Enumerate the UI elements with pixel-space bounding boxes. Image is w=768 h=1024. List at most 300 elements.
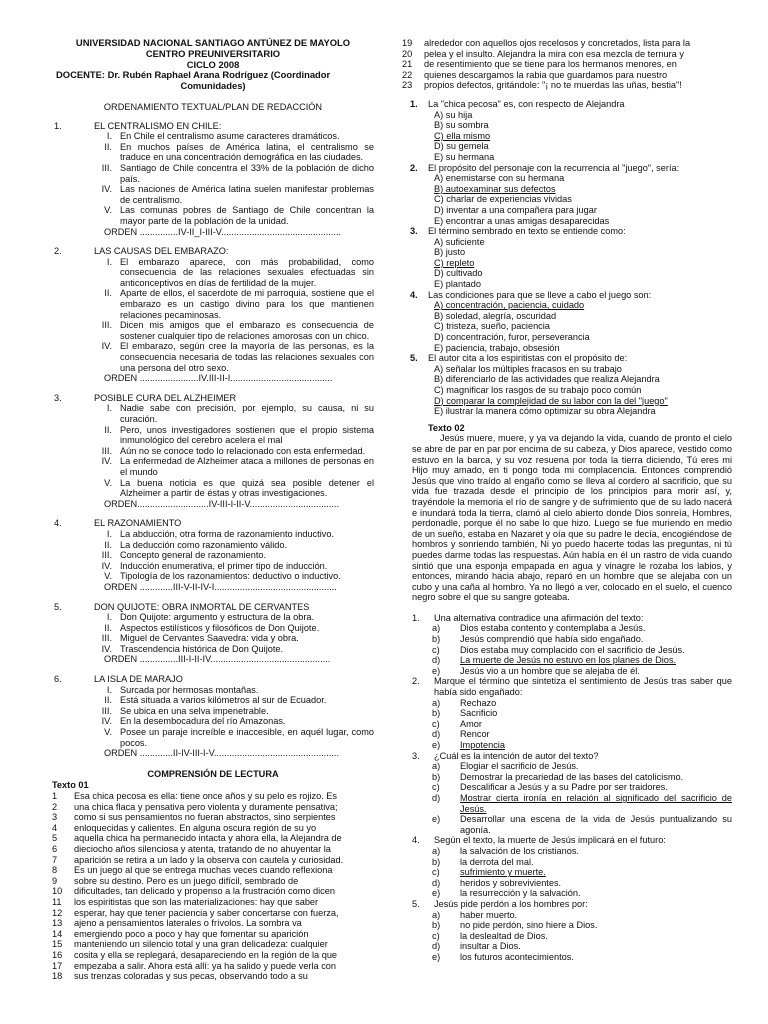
question <box>402 163 732 227</box>
line-number: 8 <box>52 865 58 876</box>
question-number: 1. <box>410 98 418 109</box>
document-header <box>52 38 374 92</box>
item-text: Dicen mis amigos que el embarazo es consecuencia de sostener cualquier tipo de relaciones amorosas con un chico. <box>120 320 374 341</box>
option-letter: c) <box>432 718 440 729</box>
line-number: 12 <box>52 907 63 918</box>
item-roman-numeral: III. <box>101 705 112 716</box>
left-column <box>52 38 374 982</box>
item-roman-numeral: III. <box>101 320 112 331</box>
texto01-line <box>52 886 374 897</box>
item-roman-numeral: I. <box>106 403 112 414</box>
item-roman-numeral: II. <box>104 695 112 706</box>
item-text: La abducción, otra forma de razonamiento inductivo. <box>120 528 334 539</box>
section-item <box>52 425 374 446</box>
section-header <box>52 246 374 257</box>
line-text: aquella chica ha permanecido intacta y ahora ella, la Alejandra de <box>74 833 342 844</box>
texto01-body-part1 <box>52 791 374 982</box>
item-roman-numeral: II. <box>104 622 112 633</box>
section-item <box>52 695 374 706</box>
line-text: de resentimiento que se tiene para los hermanos menores, en <box>424 59 677 70</box>
item-roman-numeral: IV. <box>101 184 112 195</box>
section-item <box>52 320 374 341</box>
texto01-line <box>52 897 374 908</box>
texto01-line <box>52 876 374 887</box>
option-text: La muerte de Jesús no estuvo en los planes de Dios. <box>460 655 677 666</box>
texto01-line <box>52 865 374 876</box>
answer-option: D) inventar a una compañera para jugar <box>434 204 597 215</box>
answer-option <box>402 740 732 751</box>
section-item <box>52 288 374 320</box>
question-number: 5. <box>410 353 418 364</box>
answer-option <box>402 941 732 952</box>
answer-option: E) su hermana <box>434 151 495 162</box>
section-item <box>52 716 374 727</box>
option-letter: b) <box>432 708 441 719</box>
question-text: El autor cita a los espiritistas con el propósito de: <box>428 353 628 364</box>
answer-option <box>402 952 732 963</box>
answer-option <box>402 920 732 931</box>
section-header <box>52 518 374 529</box>
line-number: 20 <box>402 48 413 59</box>
question-number: 3. <box>410 226 418 237</box>
line-number: 1 <box>52 791 58 802</box>
option-letter: a) <box>432 761 441 772</box>
question-text: El término sembrado en texto se entiende como: <box>428 226 626 237</box>
answer-option: D) comparar la complejidad de su labor con la del "juego" <box>434 395 668 406</box>
option-letter: c) <box>432 867 440 878</box>
option-text: los futuros acontecimientos. <box>460 951 574 962</box>
line-text: sobre su destino. Pero es un juego difícil, sembrado de <box>74 875 299 886</box>
answer-option <box>402 645 732 656</box>
header-university: UNIVERSIDAD NACIONAL SANTIAGO ANTÚNEZ DE MAYOLO <box>75 37 351 48</box>
item-text: Don Quijote: argumento y estructura de la obra. <box>120 612 315 623</box>
item-roman-numeral: V. <box>104 571 112 582</box>
item-text: En la desembocadura del río Amazonas. <box>120 716 286 727</box>
line-number: 22 <box>402 69 413 80</box>
option-letter: d) <box>432 941 441 952</box>
option-text: la derrota del mal. <box>460 856 534 867</box>
texto01-line <box>52 971 374 982</box>
item-roman-numeral: I. <box>106 131 112 142</box>
item-roman-numeral: IV. <box>101 560 112 571</box>
question <box>402 290 732 354</box>
answer-option: A) enemistarse con su hermana <box>434 173 565 184</box>
section-orden: ORDEN .......................IV.III-II-I........................................ <box>104 373 333 384</box>
texto01-line <box>52 802 374 813</box>
section-item <box>52 612 374 623</box>
section-block <box>52 674 374 759</box>
header-cycle: CICLO 2008 <box>186 58 240 70</box>
texto01-line <box>52 939 374 950</box>
item-text: La buena noticia es que quizá sea posible detener el Alzheimer a partir de éstas y otras investigaciones. <box>120 477 374 499</box>
header-center: CENTRO PREUNIVERSITARIO <box>145 47 281 59</box>
answer-option: B) soledad, alegría, oscuridad <box>434 310 557 321</box>
line-number: 2 <box>52 801 58 812</box>
option-letter: c) <box>432 930 440 941</box>
answer-option <box>402 772 732 783</box>
item-roman-numeral: I. <box>106 612 112 623</box>
answer-option <box>402 761 732 772</box>
option-letter: d) <box>432 877 441 888</box>
answer-option: D) concentración, furor, perseverancia <box>434 332 590 343</box>
answer-option <box>402 931 732 942</box>
item-text: En Chile el centralismo asume caracteres dramáticos. <box>120 131 340 142</box>
line-text: cosita y ella se replegará, desapareciendo en la región de la que <box>74 949 338 960</box>
line-number: 19 <box>402 38 413 48</box>
answer-option: A) concentración, paciencia, cuidado <box>434 300 585 311</box>
option-text: Elogiar el sacrificio de Jesús. <box>460 761 579 772</box>
texto01-line <box>52 855 374 866</box>
question <box>402 613 732 677</box>
option-text: Rechazo <box>460 697 497 708</box>
line-text: empezaba a salir. Ahora está allí: ya ha salido y puede verla con <box>74 960 337 971</box>
option-text: no pide perdón, sino hiere a Dios. <box>460 920 598 931</box>
answer-option: C) charlar de experiencias vividas <box>434 194 572 205</box>
item-text: Santiago de Chile concentra el 33% de la población de dicho país. <box>120 162 374 184</box>
line-text: una chica flaca y pensativa pero violenta y duramente pensativa; <box>74 801 338 812</box>
section-title: EL CENTRALISMO EN CHILE: <box>94 120 222 131</box>
section-header <box>52 674 374 685</box>
section-item <box>52 446 374 457</box>
line-text: sus trenzas coloradas y sus pecas, observando todo a su <box>74 971 308 982</box>
option-text: Descalificar a Jesús y a su Padre por ser traidores. <box>460 782 668 793</box>
line-number: 21 <box>402 59 413 70</box>
option-letter: c) <box>432 644 440 655</box>
line-text: enloquecidas y calientes. En alguna oscura región de su yo <box>74 822 317 833</box>
answer-option: A) señalar los múltiples fracasos en su trabajo <box>434 363 622 374</box>
question-number: 5. <box>412 898 420 909</box>
section-item <box>52 403 374 424</box>
option-text: Jesús comprendió que había sido engañado. <box>460 634 644 645</box>
option-text: Amor <box>460 718 482 729</box>
option-letter: b) <box>432 771 441 782</box>
section-item <box>52 706 374 717</box>
section-block <box>52 518 374 592</box>
section-block <box>52 602 374 666</box>
section-header <box>52 121 374 132</box>
answer-option <box>402 623 732 634</box>
answer-option <box>402 655 732 666</box>
texto01-line <box>52 961 374 972</box>
option-text: Sacrificio <box>460 708 498 719</box>
question-number: 2. <box>410 162 418 173</box>
option-text: Desarrollar una escena de la vida de Jesús puntualizando su agonía. <box>460 814 732 835</box>
option-letter: e) <box>432 888 441 899</box>
section-title: POSIBLE CURA DEL ALZHEIMER <box>94 392 237 403</box>
section-item <box>52 727 374 748</box>
main-title: ORDENAMIENTO TEXTUAL/PLAN DE REDACCIÓN <box>103 101 323 112</box>
line-text: pelea y el insulto. Alejandra la mira con esa mezcla de ternura y <box>424 48 684 59</box>
option-text: haber muerto. <box>460 909 518 920</box>
option-text: insultar a Dios. <box>460 941 521 952</box>
answer-option <box>402 698 732 709</box>
line-text: quienes descargamos la rabia que guardamos para nuestro <box>424 69 668 80</box>
section-item <box>52 644 374 655</box>
item-text: Aspectos estilísticos y filosóficos de Don Quijote. <box>120 622 320 633</box>
right-column <box>402 38 732 962</box>
answer-option <box>402 888 732 899</box>
section-item <box>52 571 374 582</box>
line-text: propios defectos, gritándole: "¡ no te muerdas las uñas, bestia"! <box>424 80 682 91</box>
answer-option <box>402 782 732 793</box>
section-item <box>52 561 374 572</box>
answer-option <box>402 814 732 835</box>
section-number: 5. <box>54 601 62 612</box>
item-roman-numeral: V. <box>104 477 112 488</box>
answer-option: A) su hija <box>434 109 473 120</box>
item-roman-numeral: II. <box>104 288 112 299</box>
line-number: 13 <box>52 918 63 929</box>
option-letter: c) <box>432 782 440 793</box>
option-text: Jesús vio a un hombre que se alejaba de él. <box>460 665 640 676</box>
answer-option <box>402 666 732 677</box>
answer-option: E) plantado <box>434 279 481 290</box>
texto01-line <box>402 80 732 91</box>
option-letter: d) <box>432 655 441 666</box>
section-item <box>52 633 374 644</box>
answer-option: D) cultivado <box>434 268 483 279</box>
option-text: Mostrar cierta ironía en relación al significado del sacrificio de Jesús. <box>460 792 732 814</box>
line-text: como si sus pensamientos no fueran abstractos, sino serpientes <box>74 812 336 823</box>
answer-option: C) repleto <box>434 257 475 268</box>
item-text: La enfermedad de Alzheimer ataca a millones de personas en el mundo <box>120 456 374 477</box>
option-letter: a) <box>432 845 441 856</box>
option-text: la salvación de los cristianos. <box>460 845 579 856</box>
answer-option: C) ella mismo <box>434 130 491 141</box>
line-number: 6 <box>52 843 58 854</box>
section-number: 6. <box>54 674 62 685</box>
line-number: 7 <box>52 854 58 865</box>
line-text: esperar, hay que tener paciencia y saber concertarse con fuerza, <box>74 907 339 918</box>
question-text: Según el texto, la muerte de Jesús implicará en el futuro: <box>434 835 666 846</box>
line-text: Esa chica pecosa es ella: tiene once años y su pelo es rojizo. Es <box>74 791 338 802</box>
item-text: Está situada a varios kilómetros al sur de Ecuador. <box>120 695 327 706</box>
option-letter: e) <box>432 951 441 962</box>
line-text: dieciocho años silenciosa y atenta, tratando de no ahuyentar la <box>74 843 331 854</box>
question-text: Una alternativa contradice una afirmación del texto: <box>434 612 644 623</box>
texto01-line <box>402 59 732 70</box>
item-text: Nadie sabe con precisión, por ejemplo, su causa, ni su curación. <box>120 403 374 425</box>
item-roman-numeral: I. <box>106 256 112 267</box>
item-text: La deducción como razonamiento válido. <box>120 539 288 550</box>
texto01-line <box>52 908 374 919</box>
answer-option: B) diferenciarlo de las actividades que realiza Alejandra <box>434 374 660 385</box>
answer-option: B) su sombra <box>434 120 489 131</box>
item-roman-numeral: IV. <box>101 643 112 654</box>
question <box>402 99 732 163</box>
item-text: Tipología de los razonamientos: deductivo o inductivo. <box>120 571 341 582</box>
item-roman-numeral: II. <box>104 141 112 152</box>
sections-list <box>52 121 374 759</box>
option-text: heridos y sobrevivientes. <box>460 877 562 888</box>
item-text: Trascendencia histórica de Don Quijote. <box>120 643 284 654</box>
line-text: aparición se retira a un lado y la observa con cautela y curiosidad. <box>74 854 344 865</box>
answer-option <box>402 708 732 719</box>
option-text: Demostrar la precariedad de las bases del catolicismo. <box>460 771 684 782</box>
item-text: El embarazo aparece, con más probabilidad, como consecuencia de las relaciones sexuales efectuadas sin anticonceptivos en días de fertilidad de la mujer. <box>120 256 374 288</box>
section-title: DON QUIJOTE: OBRA INMORTAL DE CERVANTES <box>94 601 310 612</box>
line-number: 5 <box>52 833 58 844</box>
section-item <box>52 685 374 696</box>
option-letter: b) <box>432 856 441 867</box>
line-text: manteniendo un silencio total y una gran delicadeza: cualquier <box>74 939 328 950</box>
item-roman-numeral: IV. <box>101 341 112 352</box>
line-number: 10 <box>52 886 63 897</box>
question-number: 4. <box>412 835 420 846</box>
option-text: la deslealtad de Dios. <box>460 930 548 941</box>
section-item <box>52 623 374 634</box>
section-item <box>52 163 374 184</box>
section-item <box>52 456 374 477</box>
answer-option <box>402 910 732 921</box>
question-text: Las condiciones para que se lleve a cabo el juego son: <box>428 289 652 300</box>
section-item <box>52 257 374 289</box>
answer-option: E) ilustrar la manera cómo optimizar su obra Alejandra <box>434 406 656 417</box>
option-text: Dios estaba contento y contemplaba a Jesús. <box>460 623 646 634</box>
item-text: El embarazo, según cree la mayoría de las personas, es la consecuencia necesaria de todas las relaciones sexuales con una persona del otro sexo. <box>120 341 374 373</box>
section-orden: ORDEN............................IV-III-I-II-V................................... <box>104 498 340 509</box>
item-text: Inducción enumerativa, el primer tipo de inducción. <box>120 560 328 571</box>
option-letter: a) <box>432 909 441 920</box>
item-roman-numeral: II. <box>104 424 112 435</box>
question-number: 2. <box>412 676 420 687</box>
item-text: Pero, unos investigadores sostienen que el propio sistema inmunológico del cerebro acelera el mal <box>120 424 374 446</box>
texto01-line <box>52 812 374 823</box>
question <box>402 751 732 836</box>
item-roman-numeral: II. <box>104 539 112 550</box>
question <box>402 353 732 417</box>
item-roman-numeral: I. <box>106 684 112 695</box>
section-number: 2. <box>54 246 62 257</box>
option-text: la resurrección y la salvación. <box>460 888 581 899</box>
line-number: 4 <box>52 822 58 833</box>
question <box>402 676 732 750</box>
answer-option <box>402 729 732 740</box>
section-number: 1. <box>54 120 62 131</box>
texto01-body-part2 <box>402 38 732 91</box>
section-title: EL RAZONAMIENTO <box>94 518 182 529</box>
option-text: Rencor <box>460 729 490 740</box>
line-number: 14 <box>52 928 63 939</box>
section-header <box>52 393 374 404</box>
question-text: La "chica pecosa" es, con respecto de Alejandra <box>428 98 625 109</box>
texto01-line <box>52 823 374 834</box>
texto02-body: Jesús muere, muere, y ya va dejando la vida, cuando de pronto el cielo se abre de par en par por encima de su cabeza, y Dios aparece, vestido como estuvo en la barca, y su voz resuena por toda la tierra diciendo, Tú eres mi Hijo muy amado, en ti pongo toda mi complacencia. Entonces comprendió Jesús que vino traído al engaño como se lleva al cordero al sacrificio, que su vida fue trazada desde el principio de los principios para morir así, y, trayéndole la memoria el río de sangre y de sufrimiento que de su lado nacerá e inundará toda la tierra, clamó al cielo abierto donde Dios sonreía, Hombres, perdonadle, porque él no sabe lo que hizo. Luego se fue muriendo en medio de un sueño, estaba en Nazaret y oía que su padre le decía, encogiéndose de hombros y sonriendo también, Ni yo puedo hacerte todas las preguntas, ni tú puedes darme todas las respuestas. Aún había en él un rastro de vida cuando sintió que una esponja empapada en agua y vinagre le rozaba los labios, y entonces, mirando hacia abajo, reparó en un hombre que se alejaba con un cubo y una caña al hombro. Ya no llegó a ver, colocado en el suelo, el cuenco negro sobre el que su sangre goteaba. <box>412 433 732 603</box>
option-letter: e) <box>432 814 441 825</box>
section-item <box>52 478 374 499</box>
texto01-line <box>402 38 732 49</box>
question-text: Jesús pide perdón a los hombres por: <box>434 898 588 909</box>
option-letter: d) <box>432 729 441 740</box>
answer-option <box>402 719 732 730</box>
texto01-line <box>52 950 374 961</box>
answer-option: D) su gemela <box>434 141 489 152</box>
section-block <box>52 393 374 510</box>
question-number: 3. <box>412 750 420 761</box>
section-block <box>52 246 374 384</box>
section-item <box>52 529 374 540</box>
answer-option <box>402 634 732 645</box>
question <box>402 835 732 899</box>
line-number: 16 <box>52 949 63 960</box>
item-roman-numeral: III. <box>101 633 112 644</box>
option-letter: b) <box>432 634 441 645</box>
answer-option: B) autoexaminar sus defectos <box>434 183 556 194</box>
option-letter: e) <box>432 740 441 750</box>
answer-option <box>402 857 732 868</box>
texto01-line <box>52 844 374 855</box>
section-item <box>52 205 374 226</box>
item-text: Posee un paraje increíble e inaccesible, en aquél lugar, como pocos. <box>120 727 374 748</box>
item-roman-numeral: V. <box>104 727 112 738</box>
answer-option: C) magnificar los rasgos de su trabajo poco común <box>434 385 642 395</box>
item-roman-numeral: IV. <box>101 456 112 467</box>
line-number: 15 <box>52 939 63 950</box>
line-text: dificultades, tan delicado y propenso a la frustración como dicen <box>74 886 335 897</box>
option-text: sufrimiento y muerte. <box>460 867 546 878</box>
item-roman-numeral: III. <box>101 550 112 561</box>
section-number: 4. <box>54 518 62 529</box>
section-title: LAS CAUSAS DEL EMBARAZO: <box>94 246 229 257</box>
option-letter: a) <box>432 623 441 634</box>
section-item <box>52 184 374 205</box>
section-header <box>52 602 374 613</box>
line-text: alrededor con aquellos ojos recelosos y concretados, lista para la <box>424 38 691 48</box>
line-number: 17 <box>52 960 63 971</box>
question-text: ¿Cuál es la intención de autor del texto? <box>434 750 599 761</box>
header-teacher-cont: Comunidades) <box>180 80 246 92</box>
answer-option: A) suficiente <box>434 236 485 247</box>
question-number: 4. <box>410 289 418 300</box>
item-roman-numeral: I. <box>106 528 112 539</box>
section-number: 3. <box>54 392 62 403</box>
line-text: los espiritistas que son las materializaciones: hay que saber <box>74 896 319 907</box>
line-number: 23 <box>402 80 413 91</box>
section-orden: ORDEN .............III-V-II-IV-I................................................ <box>104 581 337 592</box>
answer-option: E) paciencia, trabajo, obsesión <box>434 342 560 353</box>
section-item <box>52 131 374 142</box>
section-block <box>52 121 374 238</box>
texto02-questions <box>402 613 732 963</box>
line-number: 3 <box>52 812 58 823</box>
answer-option: B) justo <box>434 247 466 258</box>
line-text: Es un juego al que se entrega muchas veces cuando reflexiona <box>74 865 333 876</box>
texto01-questions <box>402 99 732 417</box>
answer-option: C) tristeza, sueño, paciencia <box>434 321 550 332</box>
section-item <box>52 142 374 163</box>
texto01-line <box>52 929 374 940</box>
section-item <box>52 540 374 551</box>
question <box>402 226 732 290</box>
header-teacher: DOCENTE: Dr. Rubén Raphael Arana Rodríguez (Coordinador <box>56 69 331 81</box>
texto01-line <box>402 49 732 60</box>
texto02-title: Texto 02 <box>428 422 465 433</box>
section-item <box>52 550 374 561</box>
section-item <box>52 341 374 373</box>
item-roman-numeral: III. <box>101 162 112 173</box>
question-number: 1. <box>412 612 420 623</box>
option-letter: b) <box>432 920 441 931</box>
question <box>402 899 732 963</box>
texto01-line <box>402 70 732 81</box>
line-number: 11 <box>52 896 62 907</box>
item-text: Concepto general de razonamiento. <box>120 550 267 561</box>
answer-option <box>402 867 732 878</box>
item-roman-numeral: IV. <box>101 716 112 727</box>
item-text: Las comunas pobres de Santiago de Chile concentran la mayor parte de la población de la unidad. <box>120 205 374 226</box>
texto01-line <box>52 791 374 802</box>
section-title: LA ISLA DE MARAJO <box>94 674 183 685</box>
